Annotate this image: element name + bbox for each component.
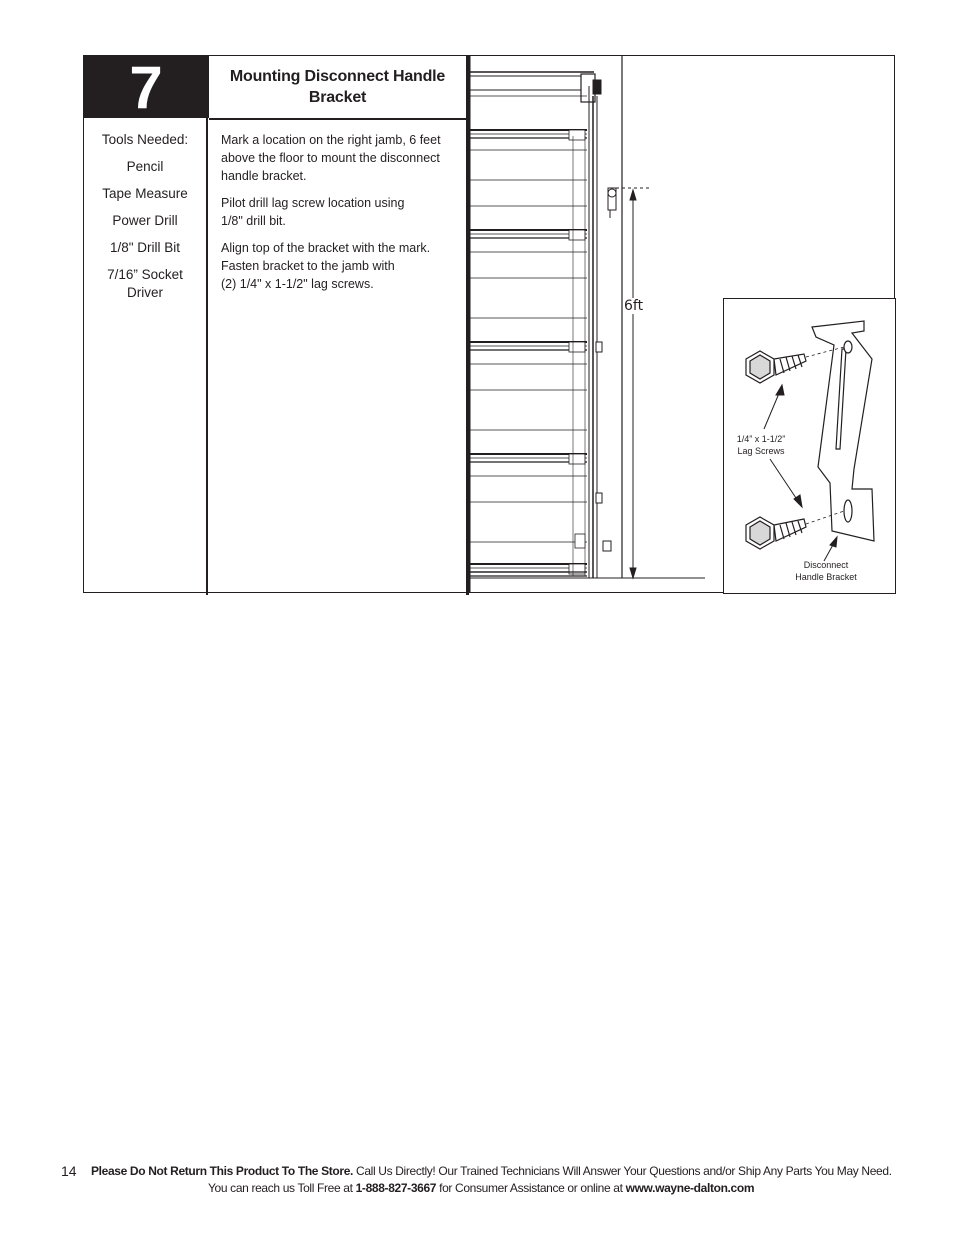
instructions [221,131,457,302]
footer-website-link[interactable]: www.wayne-dalton.com [625,1181,755,1195]
bracket-callout: Disconnect Handle Bracket [795,560,857,582]
divider [206,118,208,595]
instruction-step: Pilot drill lag screw location using 1/8" drill bit. [221,196,405,228]
step-title: Mounting Disconnect Handle Bracket [229,67,446,106]
tool-item: Pencil [126,159,164,174]
tools-needed-list [84,131,206,311]
footer-line-1 [91,1163,892,1180]
footer-line2-prefix: You can reach us Toll Free at [208,1181,356,1195]
tool-item: 1/8" Drill Bit [109,240,181,255]
footer-notice-text: Call Us Directly! Our Trained Technicians Will Answer Your Questions and/or Ship Any Parts You May Need. [353,1164,892,1178]
footer-bold-notice: Please Do Not Return This Product To The Store. [91,1164,354,1178]
instruction-step: Mark a location on the right jamb, 6 feet above the floor to mount the disconnect handle bracket. [221,133,441,183]
footer-phone: 1-888-827-3667 [355,1181,437,1195]
tools-heading: Tools Needed: [101,132,189,147]
lag-screws-callout: 1/4” x 1-1/2” Lag Screws [736,434,786,456]
dimension-label: 6ft [624,298,644,314]
tool-item: 7/16” Socket Driver [107,267,183,300]
page-number: 14 [61,1163,77,1179]
tool-item: Tape Measure [102,186,188,201]
footer-line-2 [208,1180,754,1197]
instruction-step: Align top of the bracket with the mark. Fasten bracket to the jamb with (2) 1/4" x 1-1/2" lag screws. [221,241,431,291]
divider [209,118,467,120]
footer-line2-middle: for Consumer Assistance or online at [436,1181,626,1195]
step-number: 7 [83,55,209,118]
tool-item: Power Drill [112,213,178,228]
